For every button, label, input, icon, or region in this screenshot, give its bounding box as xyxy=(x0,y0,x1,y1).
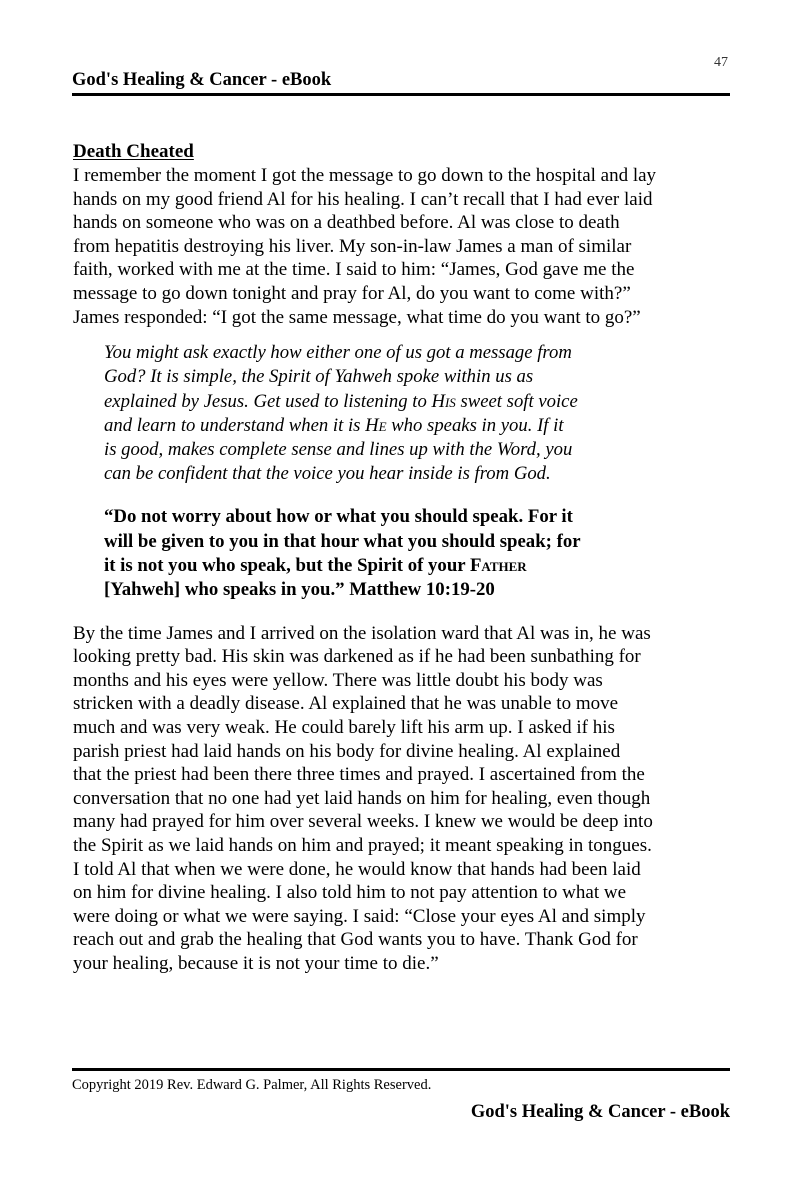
text-line: were doing or what we were saying. I said: “Close your eyes Al and simply xyxy=(73,905,646,927)
text-line: message to go down tonight and pray for Al, do you want to come with?” xyxy=(73,282,631,304)
aside-line: is good, makes complete sense and lines up with the Word, you xyxy=(104,438,573,460)
quote-line: [Yahweh] who speaks in you.” Matthew 10:19-20 xyxy=(104,579,495,601)
text-line: stricken with a deadly disease. Al explained that he was unable to move xyxy=(73,693,619,715)
scripture-quote xyxy=(104,505,733,602)
aside-text: who speaks in you. If it xyxy=(386,414,564,436)
aside-line: God? It is simple, the Spirit of Yahweh spoke within us as xyxy=(104,366,534,388)
aside-line xyxy=(104,390,733,414)
text-line: faith, worked with me at the time. I said to him: “James, God gave me the xyxy=(73,259,635,281)
text-line: hands on my good friend Al for his healing. I can’t recall that I had ever laid xyxy=(73,188,653,210)
text-line: that the priest had been there three times and prayed. I ascertained from the xyxy=(73,764,645,786)
text-line: By the time James and I arrived on the isolation ward that Al was in, he was xyxy=(73,622,651,644)
text-line: months and his eyes were yellow. There was little doubt his body was xyxy=(73,669,603,691)
page-content xyxy=(73,140,733,975)
quote-text: it is not you who speak, but the Spirit of your xyxy=(104,554,470,576)
header-divider xyxy=(72,93,730,96)
text-line: the Spirit as we laid hands on him and prayed; it meant speaking in tongues. xyxy=(73,834,652,856)
quote-small-caps: Father xyxy=(469,554,527,576)
text-line: on him for divine healing. I also told him to not pay attention to what we xyxy=(73,882,627,904)
quote-line xyxy=(104,554,733,578)
text-line: James responded: “I got the same message, what time do you want to go?” xyxy=(73,306,641,328)
italic-aside xyxy=(104,341,733,486)
text-line: I remember the moment I got the message to go down to the hospital and lay xyxy=(73,165,657,186)
quote-line: will be given to you in that hour what you should speak; for xyxy=(104,530,581,552)
page-number: 47 xyxy=(714,55,728,70)
text-line: reach out and grab the healing that God wants you to have. Thank God for xyxy=(73,929,638,951)
aside-text: explained by Jesus. Get used to listening to xyxy=(104,390,432,412)
aside-line: can be confident that the voice you hear inside is from God. xyxy=(104,463,551,485)
paragraph-hospital xyxy=(73,622,733,976)
text-line: parish priest had laid hands on his body for divine healing. Al explained xyxy=(73,740,621,762)
text-line: I told Al that when we were done, he would know that hands had been laid xyxy=(73,858,641,880)
aside-text: sweet soft voice xyxy=(455,390,578,412)
section-title: Death Cheated xyxy=(73,141,194,162)
text-line: conversation that no one had yet laid hands on him for healing, even though xyxy=(73,787,651,809)
text-line: much and was very weak. He could barely lift his arm up. I asked if his xyxy=(73,716,615,738)
text-line: looking pretty bad. His skin was darkened as if he had been sunbathing for xyxy=(73,646,641,668)
aside-line xyxy=(104,414,733,438)
footer-book-title: God's Healing & Cancer - eBook xyxy=(470,1102,730,1122)
text-line: from hepatitis destroying his liver. My son-in-law James a man of similar xyxy=(73,235,632,257)
aside-text: and learn to understand when it is xyxy=(104,414,366,436)
quote-line: “Do not worry about how or what you should speak. For it xyxy=(104,506,573,528)
header-book-title: God's Healing & Cancer - eBook xyxy=(72,70,332,90)
text-line: your healing, because it is not your time to die.” xyxy=(73,952,439,974)
text-line: many had prayed for him over several weeks. I knew we would be deep into xyxy=(73,811,653,833)
footer-divider xyxy=(72,1068,730,1071)
paragraph-intro xyxy=(73,164,733,329)
text-line: hands on someone who was on a deathbed before. Al was close to death xyxy=(73,212,620,234)
aside-small-caps: He xyxy=(365,414,387,436)
aside-small-caps: His xyxy=(431,390,456,412)
copyright-notice: Copyright 2019 Rev. Edward G. Palmer, All Rights Reserved. xyxy=(72,1077,432,1093)
aside-line: You might ask exactly how either one of us got a message from xyxy=(104,342,572,364)
